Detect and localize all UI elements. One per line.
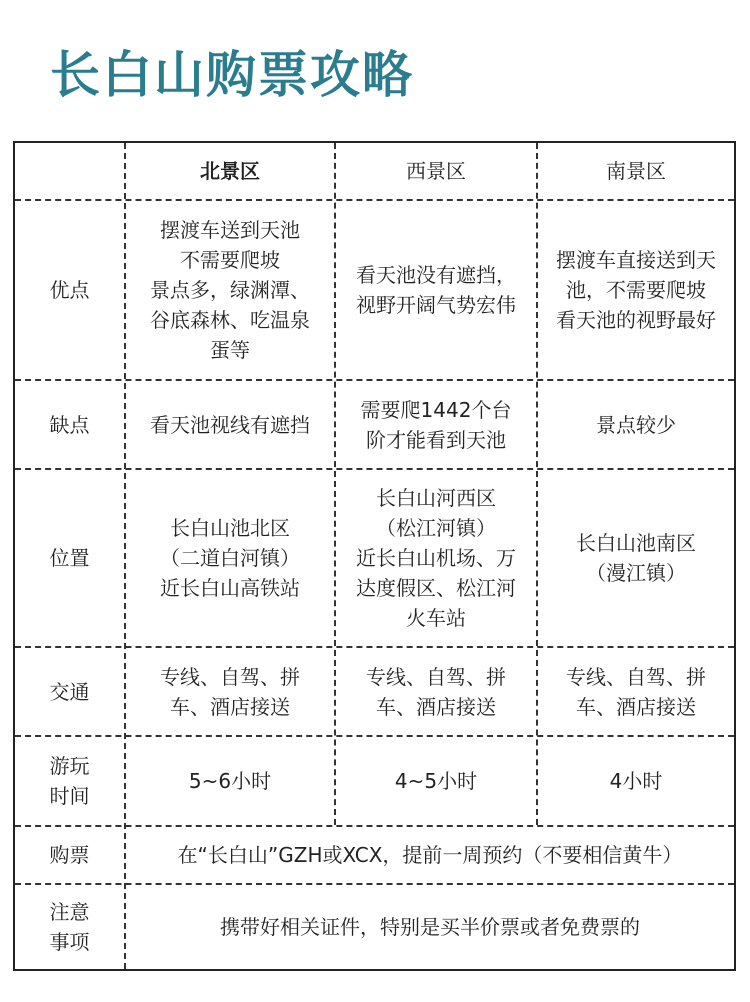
duration-south: 4小时 <box>609 769 663 793</box>
pros-south: 摆渡车直接送到天 池，不需要爬坡 看天池的视野最好 <box>556 248 716 332</box>
page-title: 长白山购票攻略 <box>50 46 414 104</box>
row-label-ticket: 购票 <box>49 843 90 867</box>
transport-north: 专线、自驾、拼 车、酒店接送 <box>160 664 300 719</box>
location-north: 长白山池北区 （二道白河镇） 近长白山高铁站 <box>160 516 300 600</box>
row-label-location: 位置 <box>49 546 90 570</box>
duration-north: 5~6小时 <box>188 769 272 793</box>
transport-south: 专线、自驾、拼 车、酒店接送 <box>566 664 706 719</box>
row-label-notes: 注意 事项 <box>49 900 90 954</box>
pros-north: 摆渡车送到天池 不需要爬坡 景点多，绿渊潭、 谷底森林、吃温泉 蛋等 <box>150 218 310 362</box>
ticket-content: 在“长白山”GZH或XCX，提前一周预约（不要相信黄牛） <box>177 843 683 867</box>
ticket-guide-table <box>13 141 736 971</box>
row-label-transport: 交通 <box>49 679 90 704</box>
header-north: 北景区 <box>200 159 260 183</box>
header-south: 南景区 <box>606 159 666 183</box>
cons-north: 看天池视线有遮挡 <box>150 412 310 437</box>
cons-south: 景点较少 <box>596 412 676 437</box>
cons-west: 需要爬1442个台 阶才能看到天池 <box>360 397 512 452</box>
duration-west: 4~5小时 <box>394 769 478 793</box>
location-south: 长白山池南区 （漫江镇） <box>576 531 696 585</box>
row-label-cons: 缺点 <box>49 412 90 437</box>
location-west: 长白山河西区 （松江河镇） 近长白山机场、万 达度假区、松江河 火车站 <box>356 486 516 630</box>
row-label-duration: 游玩 时间 <box>49 754 90 808</box>
header-west: 西景区 <box>406 159 466 183</box>
row-label-pros: 优点 <box>49 278 90 302</box>
pros-west: 看天池没有遮挡， 视野开阔气势宏伟 <box>356 263 516 317</box>
transport-west: 专线、自驾、拼 车、酒店接送 <box>366 664 506 719</box>
notes-content: 携带好相关证件，特别是买半价票或者免费票的 <box>220 915 640 939</box>
